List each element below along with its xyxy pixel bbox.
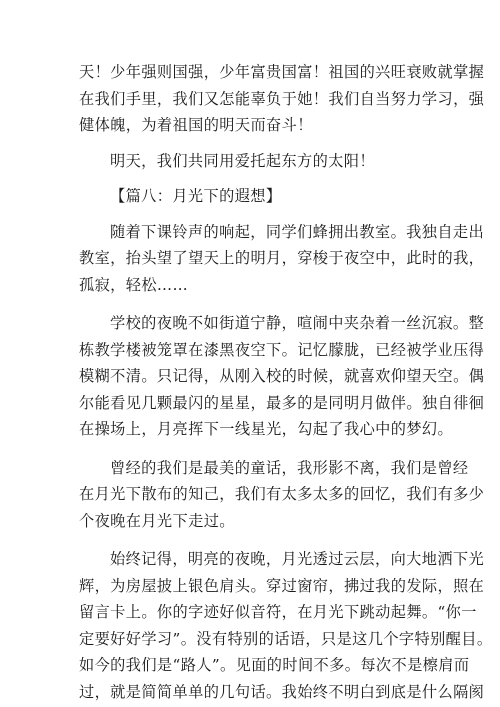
text-line: 如今的我们是“路人”。见面的时间不多。每次不是檫肩而 <box>79 656 470 674</box>
document-page <box>79 59 493 705</box>
text-line: 模糊不清。只记得，从刚入校的时候，就喜欢仰望天空。偶 <box>79 367 485 385</box>
text-line: 尔能看见几颗最闪的星星，最多的是同明月做伴。独自徘徊 <box>79 393 485 412</box>
text-line: 健体魄，为着祖国的明天而奋斗！ <box>79 116 313 134</box>
text-line: 在我们手里，我们又怎能辜负于她！我们自当努力学习，强 <box>79 89 485 108</box>
text-line: 随着下课铃声的响起，同学们蜂拥出教室。我独自走出 <box>110 222 485 241</box>
text-line: 辉，为房屋披上银色肩头。穿过窗帘，拂过我的发际，照在 <box>79 576 485 595</box>
text-line: 在月光下散布的知己，我们有太多太多的回忆，我们有多少 <box>79 485 485 503</box>
text-line: 曾经的我们是最美的童话，我形影不离，我们是曾经 <box>110 458 469 477</box>
paragraph-p1 <box>79 59 485 139</box>
text-line: 孤寂，轻松…… <box>79 275 189 294</box>
heading-text: 【篇八：月光下的遐想】 <box>110 187 282 205</box>
text-line: 个夜晚在月光下走过。 <box>79 511 235 530</box>
text-line: 学校的夜晚不如街道宁静，喧闹中夹杂着一丝沉寂。整 <box>110 314 485 332</box>
paragraph-p5 <box>79 455 485 535</box>
text-line: 天！少年强则国强，少年富贵国富！祖国的兴旺衰败就掌握 <box>79 63 485 81</box>
text-line: 留言卡上。你的字迹好似音符，在月光下跳动起舞。“你一 <box>79 603 477 621</box>
paragraph-p3 <box>79 219 485 299</box>
text-line: 教室，抬头望了望天上的明月，穿梭于夜空中，此时的我， <box>79 249 485 267</box>
text-line: 定要好好学习”。没有特别的话语，只是这几个字特别醒目。 <box>79 629 493 648</box>
text-line: 明天，我们共同用爱托起东方的太阳！ <box>110 151 375 170</box>
paragraph-p4 <box>79 310 485 443</box>
section-heading <box>79 183 431 210</box>
text-line: 始终记得，明亮的夜晚，月光透过云层，向大地洒下光 <box>110 550 485 568</box>
text-line: 过，就是简简单单的几句话。我始终不明白到底是什么隔阂 <box>79 682 485 701</box>
paragraph-p6 <box>79 546 493 705</box>
paragraph-p2 <box>79 148 431 175</box>
text-line: 在操场上，月亮挥下一线星光，勾起了我心中的梦幻。 <box>79 420 454 438</box>
text-line: 栋教学楼被笼罩在漆黑夜空下。记忆朦胧，已经被学业压得 <box>79 340 485 359</box>
